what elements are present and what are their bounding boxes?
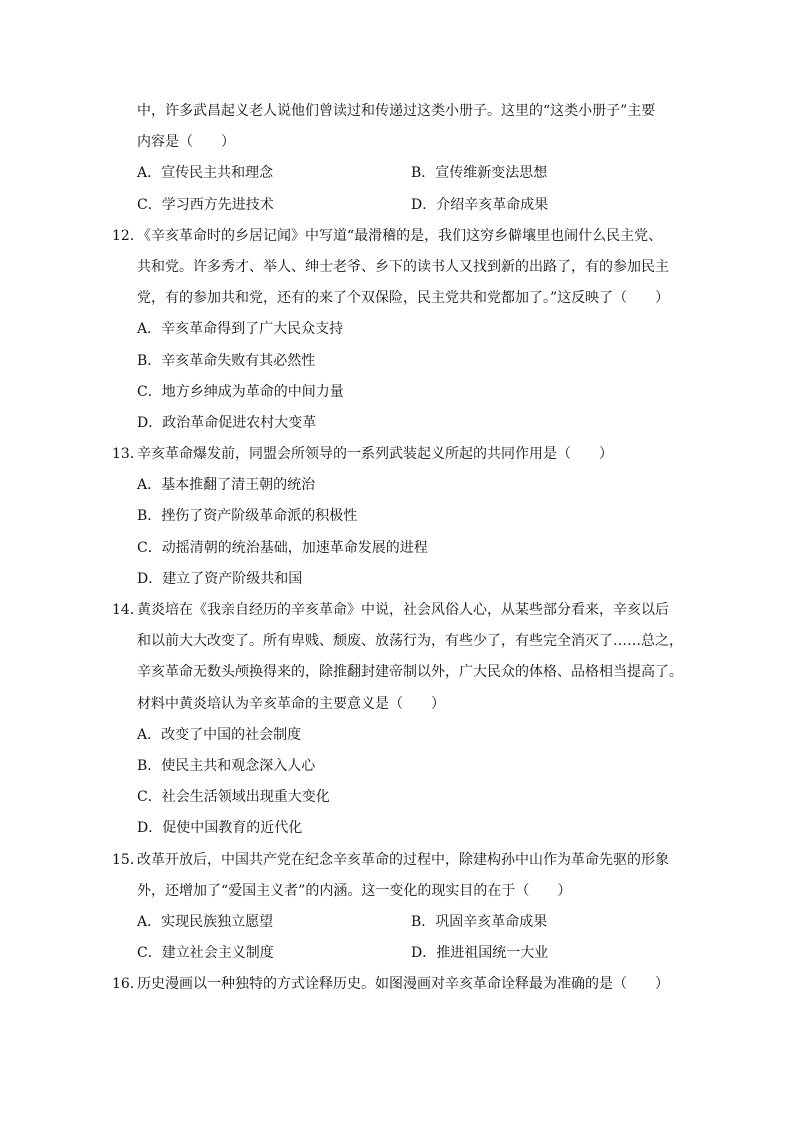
option-row [0, 907, 794, 938]
question-number: 14． [112, 602, 144, 618]
question-14 [0, 595, 794, 845]
question-16 [0, 969, 794, 1000]
option-a: A．改变了中国的社会制度 [137, 726, 302, 743]
option-b: B．巩固辛亥革命成果 [411, 913, 548, 930]
option-d: D．建立了资产阶级共和国 [137, 570, 303, 587]
option-d: D．促使中国教育的近代化 [137, 820, 303, 837]
option-d: D．推进祖国统一大业 [411, 945, 549, 962]
option-b: B．使民主共和观念深入人心 [137, 757, 316, 774]
option-c: C．建立社会主义制度 [137, 945, 274, 962]
question-stem-text: 历史漫画以一种独特的方式诠释历史。如图漫画对辛亥革命诠释最为准确的是（ ） [137, 976, 669, 993]
option-c: C．地方乡绅成为革命的中间力量 [137, 383, 344, 400]
question-stem-line [0, 595, 794, 626]
option-row [0, 158, 794, 189]
question-11-continuation [0, 96, 794, 221]
option-a: A．基本推翻了清王朝的统治 [137, 477, 316, 494]
question-stem-line: 中，许多武昌起义老人说他们曾读过和传递过这类小册子。这里的“这类小册子”主要 [137, 103, 656, 119]
option-b: B．挫伤了资产阶级革命派的积极性 [137, 508, 358, 525]
option-row [0, 190, 794, 221]
question-stem-line: 党，有的参加共和党，还有的来了个双保险，民主党共和党都加了。”这反映了（ ） [137, 290, 670, 307]
option-d: D．政治革命促进农村大变革 [137, 414, 317, 431]
exam-page [0, 96, 794, 1000]
option-a: A．宣传民主共和理念 [137, 165, 274, 182]
question-stem-line [0, 969, 794, 1000]
question-stem-line: 外，还增加了“爱国主义者”的内涵。这一变化的现实目的在于（ ） [137, 882, 572, 899]
question-number: 13． [112, 446, 144, 463]
question-stem-text: 黄炎培在《我亲自经历的辛亥革命》中说，社会风俗人心，从某些部分看来，辛亥以后 [137, 602, 669, 618]
question-stem-text: 改革开放后，中国共产党在纪念辛亥革命的过程中，除建构孙中山作为革命先驱的形象 [137, 851, 669, 868]
question-stem-line [0, 845, 794, 876]
question-number: 15． [112, 851, 144, 868]
question-stem-line: 内容是（ ） [137, 134, 235, 151]
question-12 [0, 221, 794, 439]
option-c: C．学习西方先进技术 [137, 196, 274, 213]
option-row [0, 938, 794, 969]
option-b: B．宣传维新变法思想 [411, 165, 548, 182]
question-number: 16． [112, 976, 144, 993]
question-stem-line [0, 221, 794, 252]
question-stem-line: 材料中黄炎培认为辛亥革命的主要意义是（ ） [137, 695, 445, 712]
question-stem-line [0, 439, 794, 470]
option-b: B．辛亥革命失败有其必然性 [137, 352, 316, 369]
question-number: 12． [112, 227, 144, 244]
option-a: A．辛亥革命得到了广大民众支持 [137, 321, 344, 338]
option-c: C．社会生活领域出现重大变化 [137, 789, 330, 806]
option-d: D．介绍辛亥革命成果 [411, 196, 549, 213]
question-13 [0, 439, 794, 595]
question-stem-text: 《辛亥革命时的乡居记闻》中写道“最滑稽的是，我们这穷乡僻壤里也闹什么民主党、 [137, 227, 663, 244]
question-stem-text: 辛亥革命爆发前，同盟会所领导的一系列武装起义所起的共同作用是（ ） [137, 446, 613, 463]
question-stem-line: 辛亥革命无数头颅换得来的，除推翻封建帝制以外，广大民众的体格、品格相当提高了。 [137, 664, 683, 681]
question-stem-line: 和以前大大改变了。所有卑贱、颓废、放荡行为，有些少了，有些完全消灭了……总之， [137, 633, 683, 650]
question-15 [0, 845, 794, 970]
question-stem-line: 共和党。许多秀才、举人、绅士老爷、乡下的读书人又找到新的出路了，有的参加民主 [137, 258, 669, 275]
option-c: C．动摇清朝的统治基础，加速革命发展的进程 [137, 539, 428, 556]
option-a: A．实现民族独立愿望 [137, 913, 274, 930]
